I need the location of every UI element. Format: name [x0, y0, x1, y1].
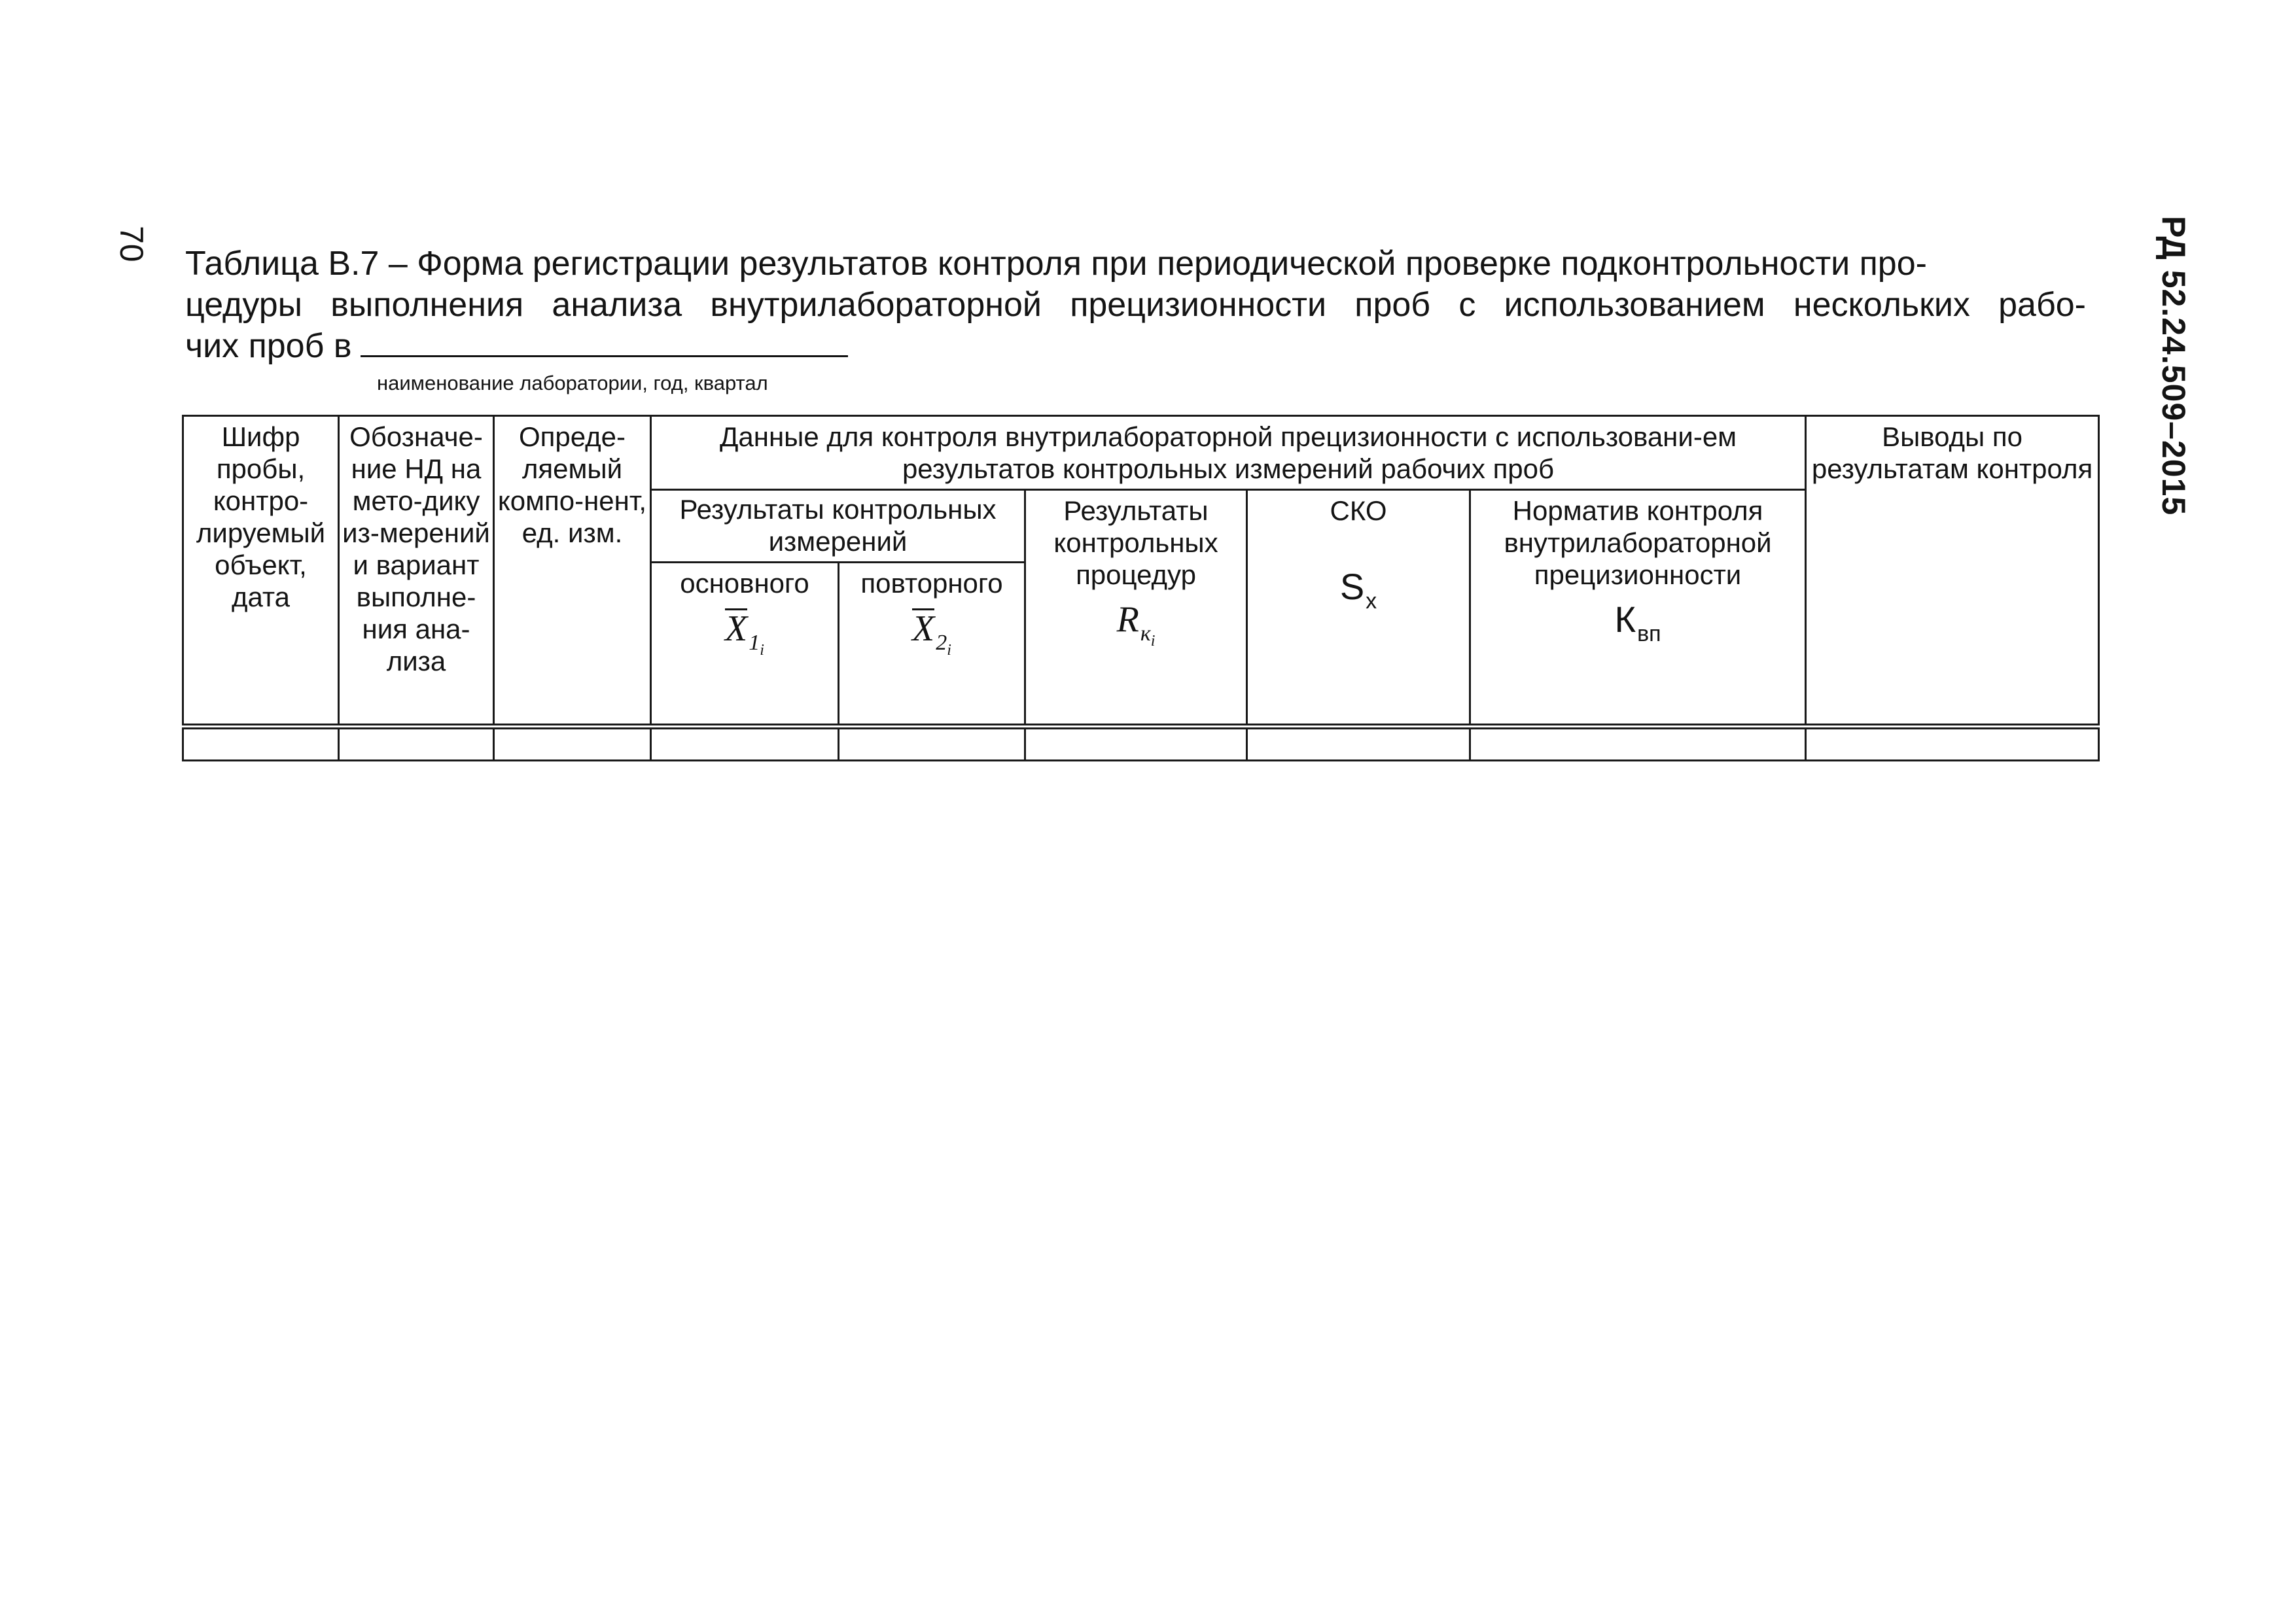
laboratory-blank-line	[361, 351, 848, 357]
table-cell	[651, 727, 839, 761]
running-header: РД 52.24.509–2015	[2155, 216, 2192, 516]
symbol-x1: $X_{1_i}$	[725, 608, 764, 659]
symbol-x2: $X_{2_i}$	[912, 608, 951, 659]
table-cell	[1470, 727, 1806, 761]
symbol-kvp: $К_{вп}$	[1614, 599, 1661, 646]
table-caption	[185, 243, 2086, 367]
caption-line-1: Таблица В.7 – Форма регистрации результатов контроля при периодической проверке подконтрольности про-	[185, 245, 1927, 283]
header-norm: Норматив контроля внутрилабораторной прецизионности $К_{вп}$	[1470, 490, 1806, 727]
header-measurement-results: Результаты контрольных измерений	[651, 490, 1025, 563]
header-method-doc: Обозначе-ние НД на мето-дику из-мерений и вариант выполне-ния ана-лиза	[339, 416, 494, 727]
page-number: 70	[113, 226, 150, 262]
laboratory-note: наименование лаборатории, год, квартал	[377, 372, 768, 394]
caption-line-3-text: чих проб в	[185, 327, 352, 365]
header-conclusions: Выводы по результатам контроля	[1806, 416, 2099, 727]
header-component: Опреде-ляемый компо-нент, ед. изм.	[494, 416, 651, 727]
header-control-data: Данные для контроля внутрилабораторной прецизионности с использовани-ем результатов контрольных измерений рабочих проб	[651, 416, 1806, 490]
caption-line-3	[185, 326, 2086, 367]
registration-table	[182, 415, 2100, 761]
table-row	[183, 727, 2099, 761]
caption-line-2: цедуры выполнения анализа внутрилабораторной прецизионности проб с использованием нескольких рабо-	[185, 286, 2086, 324]
header-procedure-results: Результаты контрольных процедур $R_{к_i}$	[1025, 490, 1247, 727]
header-row-1	[183, 416, 2099, 490]
header-sko: СКО $S_x$	[1247, 490, 1470, 727]
symbol-sx: $S_x$	[1339, 566, 1377, 614]
symbol-rk: $R_{к_i}$	[1116, 599, 1156, 650]
table-cell	[1806, 727, 2099, 761]
table-cell	[339, 727, 494, 761]
header-sample-code: Шифр пробы, контро-лируемый объект, дата	[183, 416, 339, 727]
header-primary: основного $X_{1_i}$	[651, 563, 839, 727]
table-cell	[1247, 727, 1470, 761]
table-cell	[494, 727, 651, 761]
table-cell	[839, 727, 1025, 761]
table-cell	[183, 727, 339, 761]
table-cell	[1025, 727, 1247, 761]
header-repeat: повторного $X_{2_i}$	[839, 563, 1025, 727]
